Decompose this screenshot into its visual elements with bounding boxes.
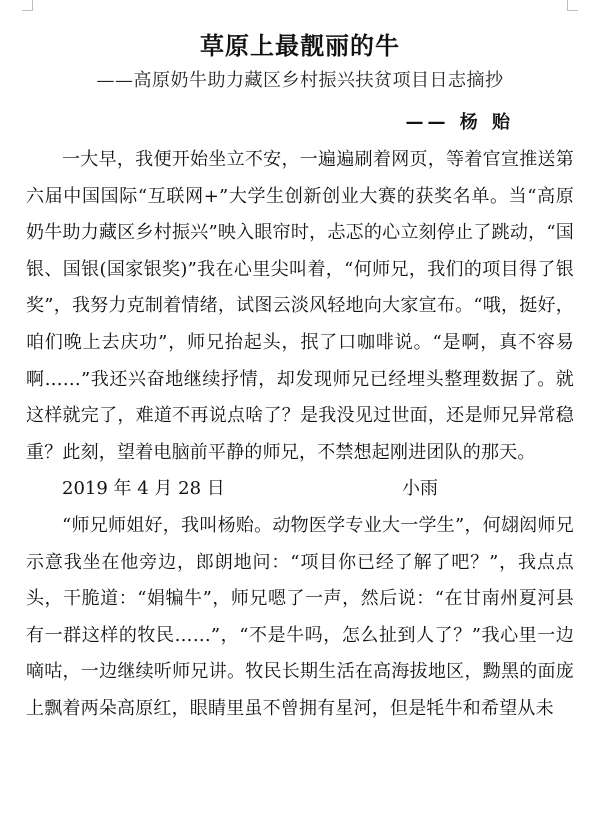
- paragraph-2: “师兄师姐好，我叫杨贻。动物医学专业大一学生”，何翃闳师兄示意我坐在他旁边，郎朗地问：“项目你已经了解了吧？”，我点点头，干脆道：“娟犏牛”，师兄嗯了一声，然后说：“在甘南州夏河县有一群这样的牧民……”，“不是牛吗，怎么扯到人了？”我心里一边嘀咕，一边继续听师兄讲。牧民长期生活在高海拔地区，黝黑的面庞上飘着两朵高原红，眼睛里虽不曾拥有星河，但是牦牛和希望从未: [26, 514, 574, 719]
- document-body: [26, 142, 574, 728]
- diary-entry-header: [26, 471, 574, 508]
- document-title: 草原上最靓丽的牛: [200, 32, 400, 60]
- document-author: —— 杨 贻: [405, 112, 514, 133]
- document-subtitle: ——高原奶牛助力藏区乡村振兴扶贫项目日志摘抄: [96, 70, 504, 91]
- diary-weather: 小雨: [402, 478, 438, 500]
- crop-mark-top-right: [567, 0, 578, 11]
- paragraph-1: 一大早，我便开始坐立不安，一遍遍刷着网页，等着官宣推送第六届中国国际“互联网+”大学生创新创业大赛的获奖名单。当“高原奶牛助力藏区乡村振兴”映入眼帘时，忐忑的心立刻停止了跳动，“国银、国银(国家银奖)”我在心里尖叫着，“何师兄，我们的项目得了银奖”，我努力克制着情绪，试图云淡风轻地向大家宣布。“哦，挺好，咱们晚上去庆功”，师兄抬起头，抿了口咖啡说。“是啊，真不容易啊……”我还兴奋地继续抒情，却发现师兄已经埋头整理数据了。就这样就完了，难道不再说点啥了？是我没见过世面，还是师兄异常稳重？此刻，望着电脑前平静的师兄，不禁想起刚进团队的那天。: [26, 149, 574, 463]
- diary-date: 2019 年 4 月 28 日: [62, 478, 225, 500]
- crop-mark-top-left: [22, 0, 33, 11]
